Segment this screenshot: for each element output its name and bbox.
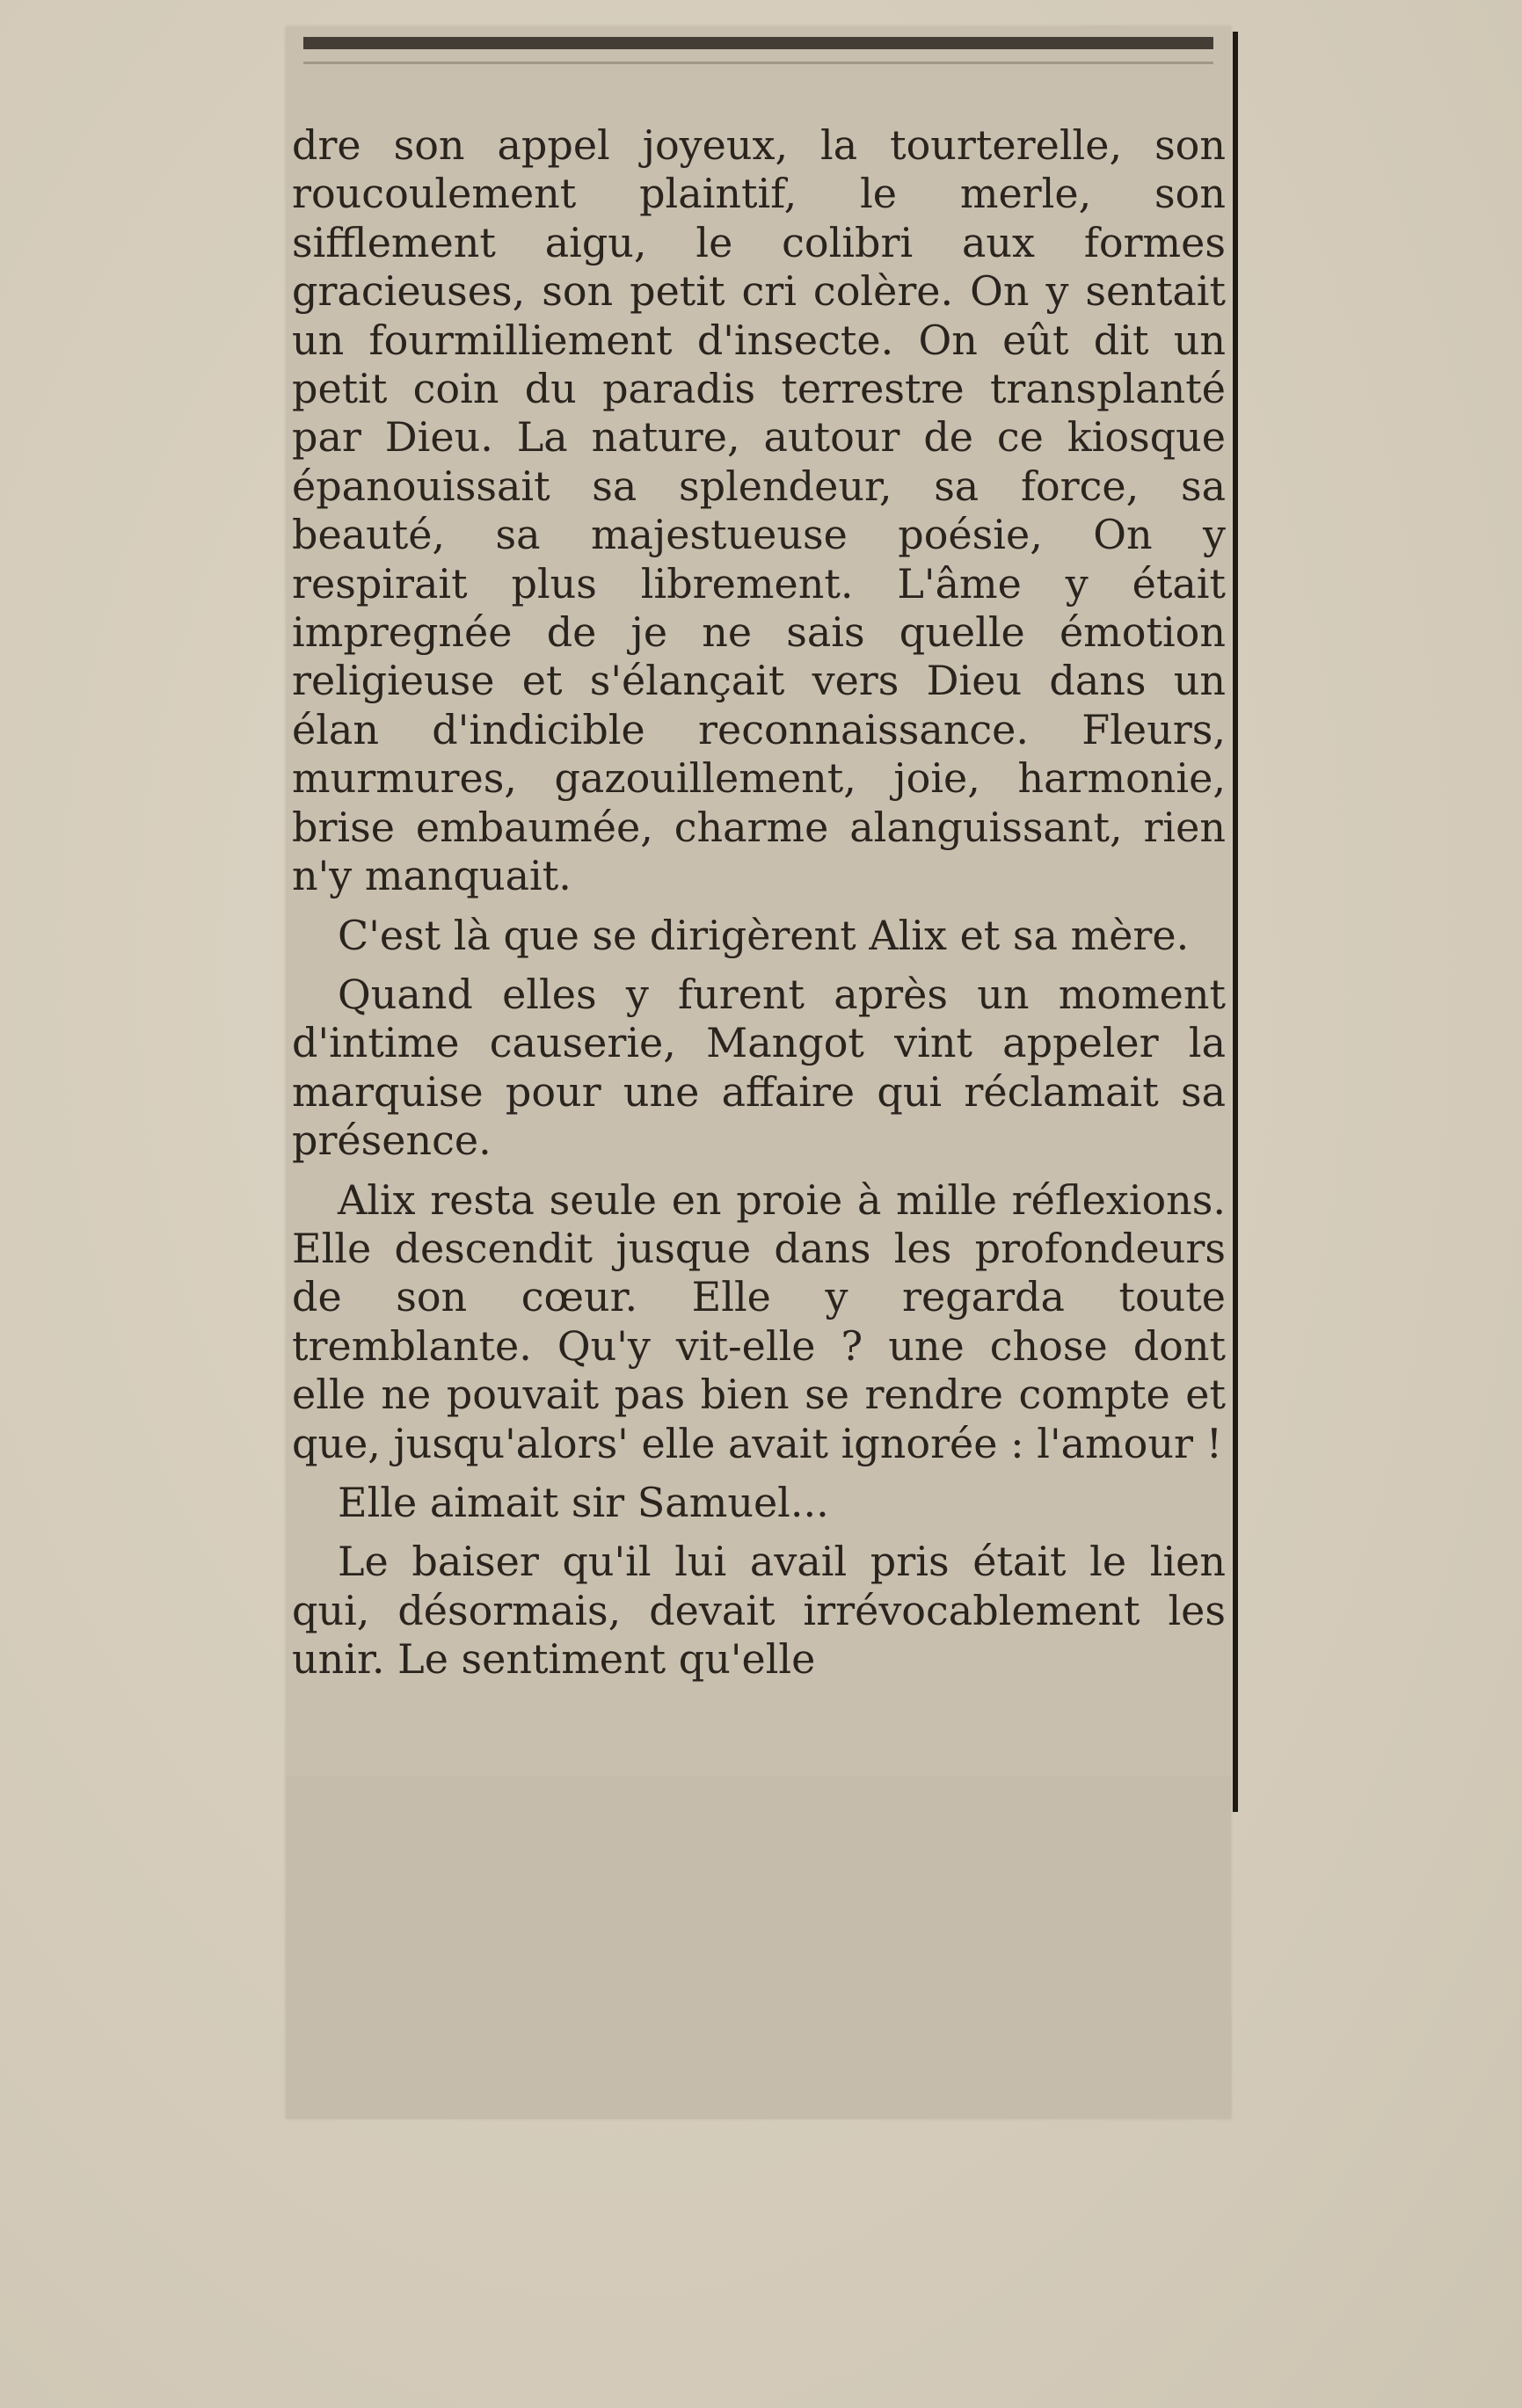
- article-text-column: [292, 121, 1226, 1695]
- article-paragraph: [292, 1538, 1226, 1684]
- column-divider-rule: [1233, 32, 1238, 1812]
- article-paragraph: [292, 121, 1226, 901]
- article-paragraph: [292, 971, 1226, 1166]
- paragraph-text: Alix resta seule en proie à mille réflexions. Elle descendit jusque dans les profondeurs de son cœur. Elle y regarda toute tremblante. Qu'y vit-elle ? une chose dont elle ne pouvait pas bien se rendre compte et que, jusqu'alors' elle avait ignorée : l'amour !: [292, 1175, 1226, 1467]
- paragraph-text: Quand elles y furent après un moment d'intime causerie, Mangot vint appeler la marquise pour une affaire qui réclamait sa présence.: [292, 970, 1226, 1165]
- article-paragraph: [292, 1479, 1226, 1527]
- clipping-blank-margin: [286, 1776, 1231, 2119]
- clipping-top-rule: [303, 37, 1213, 49]
- clipping-top-thin-rule: [303, 62, 1213, 64]
- paragraph-text: Elle aimait sir Samuel...: [338, 1478, 829, 1526]
- paragraph-text: C'est là que se dirigèrent Alix et sa mère.: [338, 911, 1190, 959]
- article-paragraph: [292, 912, 1226, 960]
- paragraph-text: Le baiser qu'il lui avail pris était le lien qui, désormais, devait irrévocablement les unir. Le sentiment qu'elle: [292, 1538, 1226, 1684]
- article-paragraph: [292, 1176, 1226, 1468]
- paragraph-text: dre son appel joyeux, la tourterelle, son roucoulement plaintif, le merle, son sifflement aigu, le colibri aux formes gracieuses, son petit cri colère. On y sentait un fourmilliement d'insecte. On eût dit un petit coin du paradis terrestre transplanté par Dieu. La nature, autour de ce kiosque épanouissait sa splendeur, sa force, sa beauté, sa majestueuse poésie, On y respirait plus librement. L'âme y était impregnée de je ne sais quelle émotion religieuse et s'élançait vers Dieu dans un élan d'indicible reconnaissance. Fleurs, murmures, gazouillement, joie, harmonie, brise embaumée, charme alanguissant, rien n'y manquait.: [292, 121, 1226, 900]
